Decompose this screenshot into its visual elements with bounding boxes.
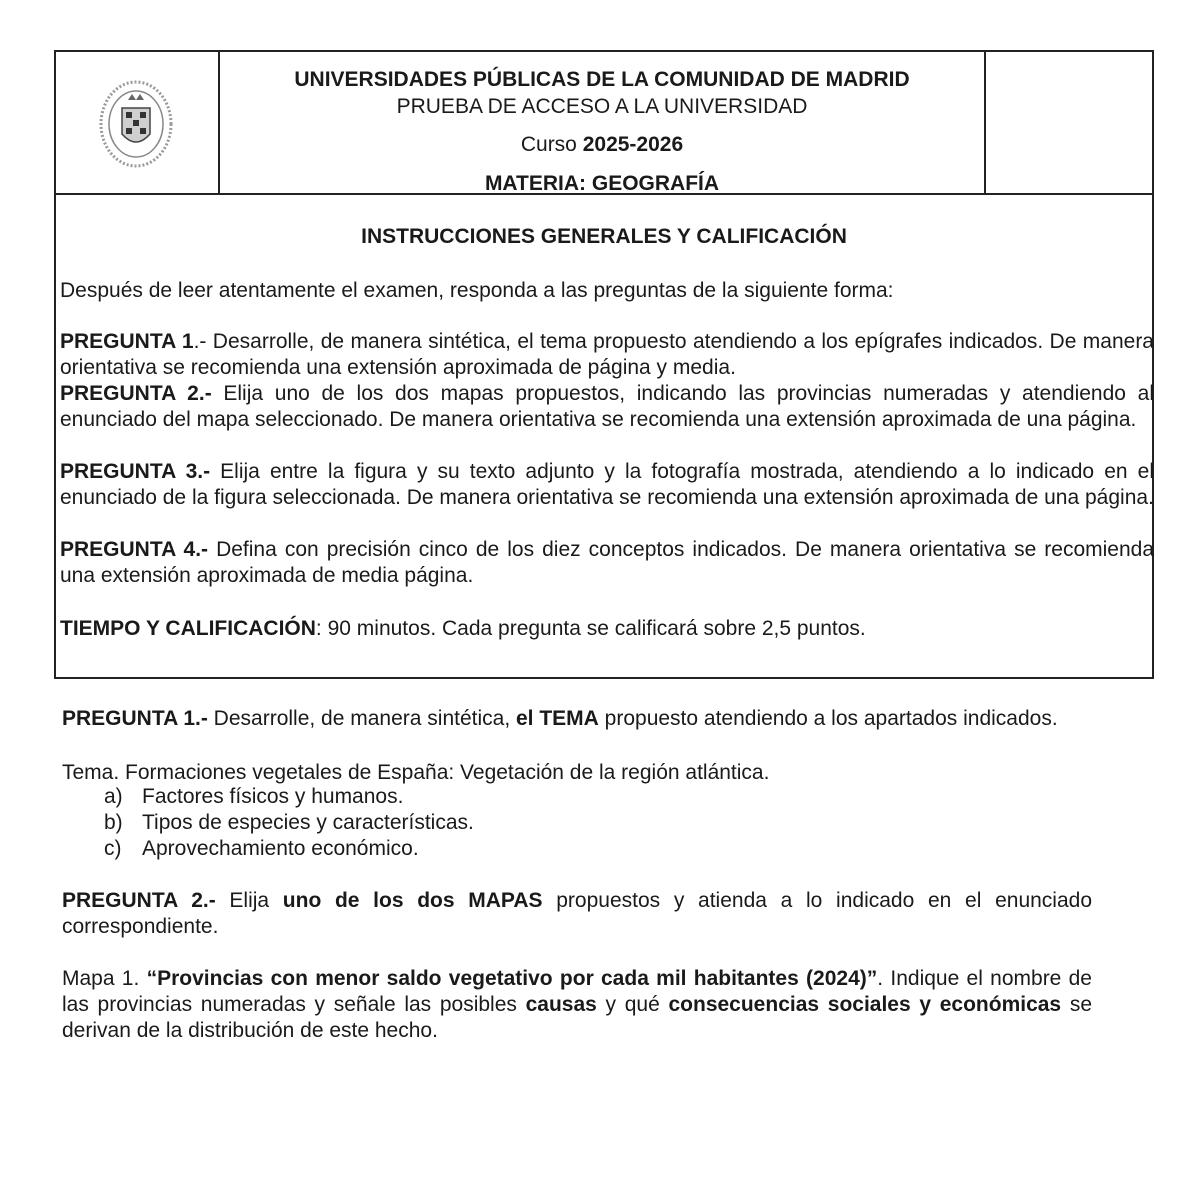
text: propuestos y atienda a lo indicado en el enunciado correspondiente. bbox=[62, 889, 1092, 938]
header-title-cell bbox=[220, 52, 986, 193]
instruction-pregunta-4 bbox=[60, 537, 1154, 589]
instruction-pregunta-1 bbox=[60, 329, 1154, 381]
text: se derivan de la distribución de este hecho. bbox=[62, 993, 1093, 1042]
instruction-pregunta-3 bbox=[60, 459, 1154, 511]
university-seal-icon bbox=[98, 78, 174, 170]
course-line bbox=[220, 133, 984, 157]
text: y qué bbox=[596, 993, 669, 1016]
label: PREGUNTA 2.- bbox=[62, 889, 216, 912]
bold-text: causas bbox=[525, 993, 597, 1016]
instruction-pregunta-2 bbox=[60, 381, 1154, 433]
mapa-title: “Provincias con menor saldo vegetativo por cada mil habitantes (2024)” bbox=[146, 967, 878, 990]
item-text: Tipos de especies y características. bbox=[142, 811, 474, 834]
instructions-intro: Después de leer atentamente el examen, responda a las preguntas de la siguiente forma: bbox=[60, 279, 894, 302]
text: Elija uno de los dos mapas propuestos, indicando las provincias numeradas y atendiendo al enunciado del mapa seleccionado. De manera orientativa se recomienda una extensión aproximada de una página. bbox=[60, 382, 1154, 431]
tema-line: Tema. Formaciones vegetales de España: Vegetación de la región atlántica. bbox=[62, 761, 770, 784]
item-text: Factores físicos y humanos. bbox=[142, 785, 404, 808]
course-label: Curso bbox=[520, 133, 577, 156]
bold-text: el TEMA bbox=[515, 707, 599, 730]
text: Defina con precisión cinco de los diez conceptos indicados. De manera orientativa se recomienda una extensión aproximada de media página. bbox=[60, 538, 1155, 587]
label: PREGUNTA 4.- bbox=[60, 538, 209, 561]
item-letter: c) bbox=[104, 837, 122, 860]
exam-header bbox=[54, 50, 1154, 195]
label: TIEMPO Y CALIFICACIÓN bbox=[60, 617, 316, 640]
list-item bbox=[104, 837, 419, 861]
text: Desarrolle, de manera sintética, bbox=[207, 707, 516, 730]
exam-name: PRUEBA DE ACCESO A LA UNIVERSIDAD bbox=[396, 95, 808, 118]
instructions-title: INSTRUCCIONES GENERALES Y CALIFICACIÓN bbox=[361, 225, 847, 248]
instructions-box bbox=[54, 193, 1154, 679]
item-text: Aprovechamiento económico. bbox=[142, 837, 419, 860]
item-letter: a) bbox=[104, 785, 123, 808]
text: propuesto atendiendo a los apartados indicados. bbox=[598, 707, 1058, 730]
university-name: UNIVERSIDADES PÚBLICAS DE LA COMUNIDAD DE MADRID bbox=[294, 68, 910, 91]
course-value: 2025-2026 bbox=[582, 133, 684, 156]
label: PREGUNTA 1.- bbox=[62, 707, 208, 730]
subject-line: MATERIA: GEOGRAFÍA bbox=[484, 172, 720, 195]
label: PREGUNTA 3.- bbox=[60, 460, 211, 483]
bold-text: consecuencias sociales y económicas bbox=[668, 993, 1062, 1016]
item-letter: b) bbox=[104, 811, 123, 834]
label: PREGUNTA 1 bbox=[60, 330, 194, 353]
text: .- Desarrolle, de manera sintética, el tema propuesto atendiendo a los epígrafes indicados. De manera orientativa se recomienda una extensión aproximada de página y media. bbox=[60, 330, 1154, 379]
text: Elija entre la figura y su texto adjunto y la fotografía mostrada, atendiendo a lo indicado en el enunciado de la figura seleccionada. De manera orientativa se recomienda una extensión aproximada de una página. bbox=[60, 460, 1154, 509]
list-item bbox=[104, 785, 403, 809]
text: . Indique el nombre de las provincias numeradas y señale las posibles bbox=[62, 967, 1092, 1016]
pregunta-2-statement bbox=[62, 888, 1092, 940]
label: PREGUNTA 2.- bbox=[60, 382, 212, 405]
header-empty-cell bbox=[986, 52, 1152, 193]
mapa-1-statement bbox=[62, 966, 1092, 1044]
logo-cell bbox=[56, 52, 220, 193]
list-item bbox=[104, 811, 474, 835]
text: Elija bbox=[215, 889, 283, 912]
time-and-grading bbox=[60, 617, 866, 641]
mapa-label: Mapa 1. bbox=[62, 967, 147, 990]
pregunta-1-statement bbox=[62, 706, 1162, 732]
bold-text: uno de los dos MAPAS bbox=[282, 889, 543, 912]
text: : 90 minutos. Cada pregunta se calificará sobre 2,5 puntos. bbox=[315, 617, 866, 640]
